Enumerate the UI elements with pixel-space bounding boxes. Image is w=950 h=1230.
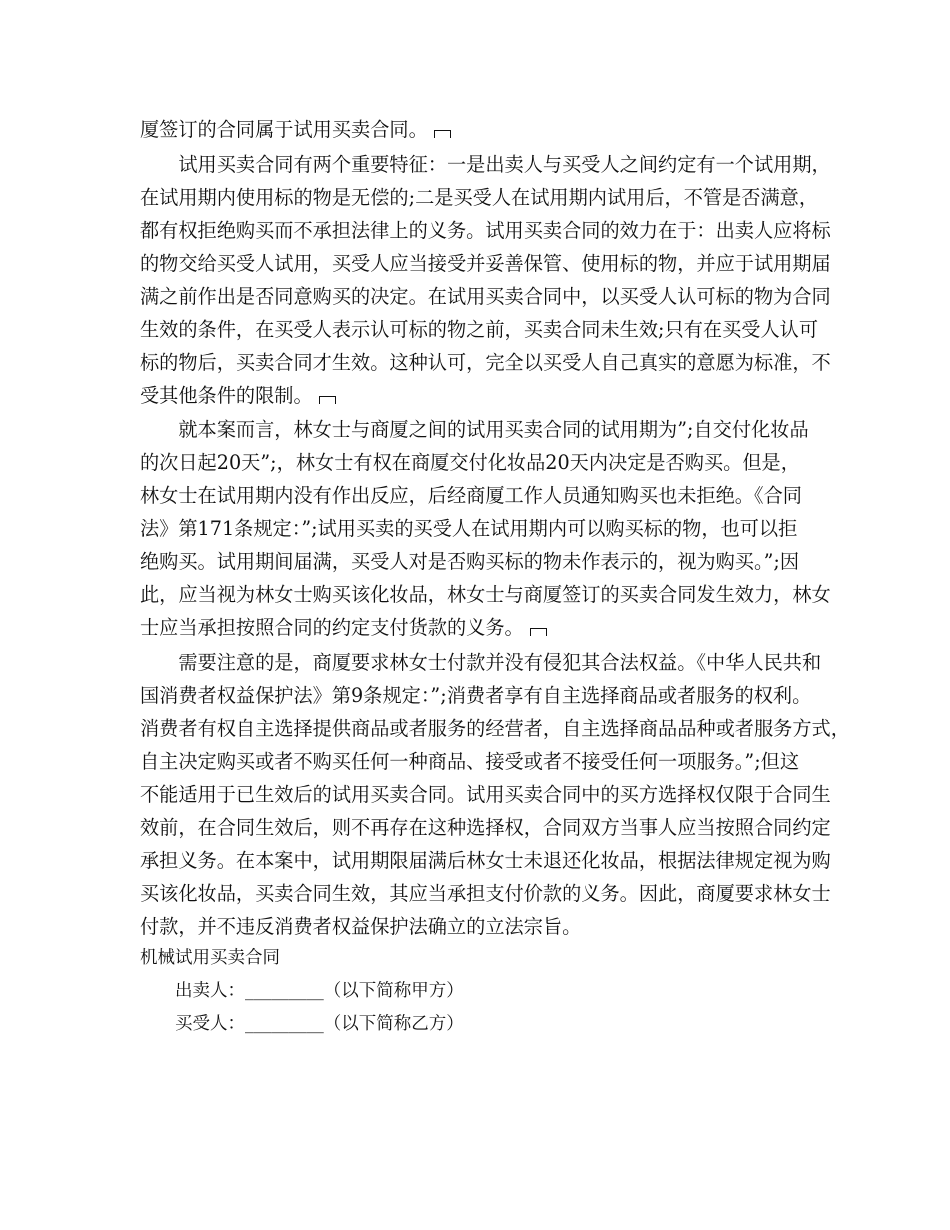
text-line: 买该化妆品，买卖合同生效，其应当承担支付价款的义务。因此，商厦要求林女士 (140, 882, 831, 905)
section-heading: 机械试用买卖合同 (140, 948, 280, 968)
text-line: 承担义务。在本案中，试用期限届满后林女士未退还化妆品，根据法律规定视为购 (140, 849, 831, 872)
text-line: 试用买卖合同有两个重要特征：一是出卖人与买受人之间约定有一个试用期， (140, 153, 831, 176)
text-line: 消费者有权自主选择提供商品或者服务的经营者，自主选择商品品种或者服务方式， (140, 717, 850, 740)
text-line: 不能适用于已生效后的试用买卖合同。试用买卖合同中的买方选择权仅限于合同生 (140, 783, 831, 806)
text-line: 国消费者权益保护法》第9条规定：”;消费者享有自主选择商品或者服务的权利。 (140, 684, 812, 707)
text-line: 生效的条件，在买受人表示认可标的物之前，买卖合同未生效;只有在买受人认可 (140, 318, 819, 341)
text-line: 需要注意的是，商厦要求林女士付款并没有侵犯其合法权益。《中华人民共和 (140, 651, 822, 674)
text-line: 在试用期内使用标的物是无偿的;二是买受人在试用期内试用后，不管是否满意， (140, 186, 819, 209)
text-line: 都有权拒绝购买而不承担法律上的义务。试用买卖合同的效力在于：出卖人应将标 (140, 219, 831, 242)
text-line: 林女士在试用期内没有作出反应，后经商厦工作人员通知购买也未拒绝。《合同 (140, 484, 802, 507)
text-line: 付款，并不违反消费者权益保护法确立的立法宗旨。 (140, 915, 582, 938)
text-line: 的次日起20天”;，林女士有权在商厦交付化妆品20天内决定是否购买。但是， (140, 451, 800, 474)
text-line: 绝购买。试用期间届满，买受人对是否购买标的物未作表示的，视为购买。”;因 (140, 550, 800, 573)
text-line: 满之前作出是否同意购买的决定。在试用买卖合同中，以买受人认可标的物为合同 (140, 285, 831, 308)
text-line: 标的物后，买卖合同才生效。这种认可，完全以买受人自己真实的意愿为标准，不 (140, 351, 831, 374)
text-line: 效前，在合同生效后，则不再存在这种选择权，合同双方当事人应当按照合同约定 (140, 816, 831, 839)
text-line (140, 386, 336, 405)
paragraph-mark-icon (319, 396, 336, 404)
text-line-content: 受其他条件的限制。 (140, 384, 313, 407)
text-line: 就本案而言，林女士与商厦之间的试用买卖合同的试用期为”;自交付化妆品 (140, 418, 809, 441)
text-line: 此，应当视为林女士购买该化妆品，林女士与商厦签订的买卖合同发生效力，林女 (140, 583, 831, 606)
text-line: 自主决定购买或者不购买任何一种商品、接受或者不接受任何一项服务。”;但这 (140, 750, 800, 773)
text-line: 的物交给买受人试用，买受人应当接受并妥善保管、使用标的物，并应于试用期届 (140, 252, 831, 275)
text-line (140, 120, 451, 139)
text-line: 法》第171条规定：”;试用买卖的买受人在试用期内可以购买标的物，也可以拒 (140, 517, 798, 540)
seller-field: 出卖人：_________（以下简称甲方） (140, 981, 464, 1001)
buyer-field: 买受人：_________（以下简称乙方） (140, 1014, 464, 1034)
paragraph-mark-icon (434, 130, 451, 138)
text-line-content: 士应当承担按照合同的约定支付货款的义务。 (140, 616, 524, 639)
paragraph-mark-icon (530, 628, 547, 636)
text-line-content: 厦签订的合同属于试用买卖合同。 (140, 118, 428, 141)
text-line (140, 618, 547, 637)
